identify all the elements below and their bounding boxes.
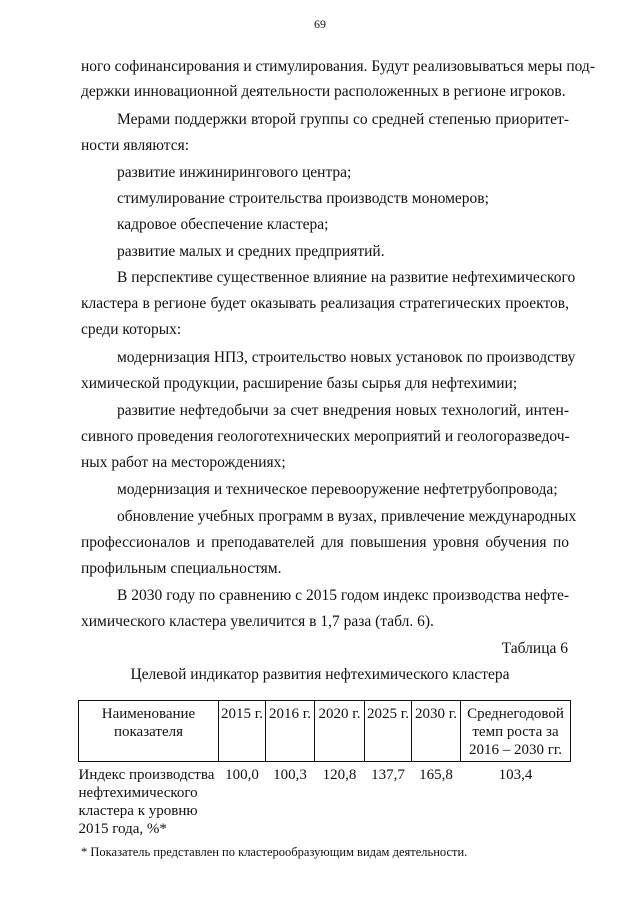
table-header-cell: 2025 г. [365,701,412,762]
page-number: 69 [314,17,326,31]
list-item: кадровое обеспечение кластера; [117,216,329,233]
list-item: модернизация и техническое перевооружение нефтетрубопровода; [117,481,558,498]
table-cell: 100,3 [273,767,307,783]
text-line: профильным специальностям. [81,560,282,577]
list-item: развитие малых и средних предприятий. [117,243,385,260]
text-line: химического кластера увеличится в 1,7 раза (табл. 6). [81,613,434,630]
indicator-name-cell: Индекс производства нефтехимического кластера к уровню 2015 года, %* [78,767,215,837]
list-item: развитие нефтедобычи за счет внедрения новых технологий, интен- [117,402,569,419]
text-line: сивного проведения геологотехнических мероприятий и геологоразведоч- [81,428,570,445]
table-cell: 120,8 [322,767,357,783]
table-header-cell: Наименование показателя [79,701,219,762]
text-line: В 2030 году по сравнению с 2015 годом индекс производства нефте- [117,587,569,604]
list-item: стимулирование строительства производств мономеров; [117,190,489,207]
table-header-cell: 2030 г. [412,701,461,762]
table-header-cell: 2015 г. [219,701,266,762]
table-row [79,762,571,839]
table-cell: 165,8 [419,767,453,783]
text-line: кластера в регионе будет оказывать реализация стратегических проектов, [81,295,569,312]
text-line: держки инновационной деятельности расположенных в регионе игроков. [81,83,566,100]
list-item: развитие инжинирингового центра; [117,164,352,181]
table-header-row [79,701,571,762]
list-item: обновление учебных программ в вузах, привлечение международных [117,508,577,525]
table-cell: 100,0 [225,767,259,783]
indicator-table [78,700,571,838]
table-header-cell: 2020 г. [315,701,365,762]
text-line: ности являются: [81,137,190,154]
table-header-cell: 2016 г. [266,701,315,762]
table-cell: 103,4 [498,767,533,783]
list-item: модернизация НПЗ, строительство новых установок по производству [117,349,576,366]
text-line: ных работ на месторождениях; [81,454,286,471]
table-label: Таблица 6 [501,640,568,657]
table-title: Целевой индикатор развития нефтехимического кластера [130,666,510,683]
table-cell: 137,7 [371,767,405,783]
table-header-cell: Среднегодовой темп роста за 2016 – 2030 гг. [461,701,571,762]
text-line: среди которых: [81,321,182,338]
text-line: В перспективе существенное влияние на развитие нефтехимического [117,269,576,286]
footnote: * Показатель представлен по кластерообразующим видам деятельности. [81,845,468,859]
text-line: химической продукции, расширение базы сырья для нефтехимии; [81,375,518,392]
text-line: Мерами поддержки второй группы со средней степенью приоритет- [117,111,569,128]
text-line: ного софинансирования и стимулирования. Будут реализовываться меры под- [81,58,595,75]
text-line: профессионалов и преподавателей для повышения уровня обучения по [81,534,569,551]
